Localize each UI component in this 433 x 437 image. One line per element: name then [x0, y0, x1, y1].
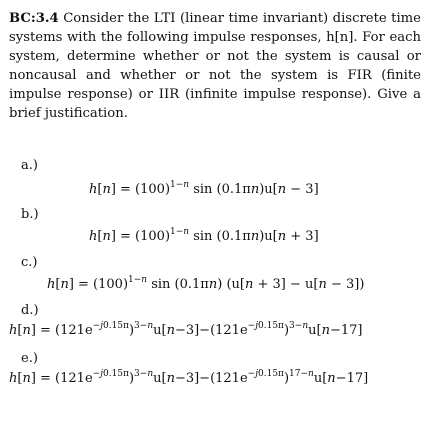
- part-e-label: e.): [21, 351, 38, 366]
- problem-text: Consider the LTI (linear time invariant) discrete time systems with the following impulse responses, h[n]. For each system, determine whether or not the system is causal or noncausal and whether or not the system is FIR (finite impulse response) or IIR (infinite impulse response). Give a brief justification.: [9, 11, 421, 121]
- part-c-label: c.): [21, 255, 38, 270]
- part-d-equation: $h[n] = (121e^{-j0.15\pi})^{3-n}u[n-3]-(121e^{-j0.15\pi})^{3-n}u[n-17]$: [9, 321, 363, 338]
- part-c-equation: $h[n] = (100)^{1-n}$ sin (0.1πn) (u[n + 3] − u[n − 3]): [47, 275, 365, 292]
- problem-statement: [9, 9, 421, 123]
- part-b-label: b.): [21, 207, 39, 222]
- part-e-equation: $h[n] = (121e^{-j0.15\pi})^{3-n}u[n-3]-(121e^{-j0.15\pi})^{17-n}u[n-17]$: [9, 369, 369, 386]
- part-d-label: d.): [21, 303, 39, 318]
- part-b-equation: $h[n] = (100)^{1-n}$ sin (0.1πn)u[n + 3]: [89, 227, 319, 244]
- part-a-equation: $h[n] = (100)^{1-n}$ sin (0.1πn)u[n − 3]: [89, 180, 319, 197]
- problem-label: BC:3.4: [9, 11, 59, 26]
- part-a-label: a.): [21, 158, 38, 173]
